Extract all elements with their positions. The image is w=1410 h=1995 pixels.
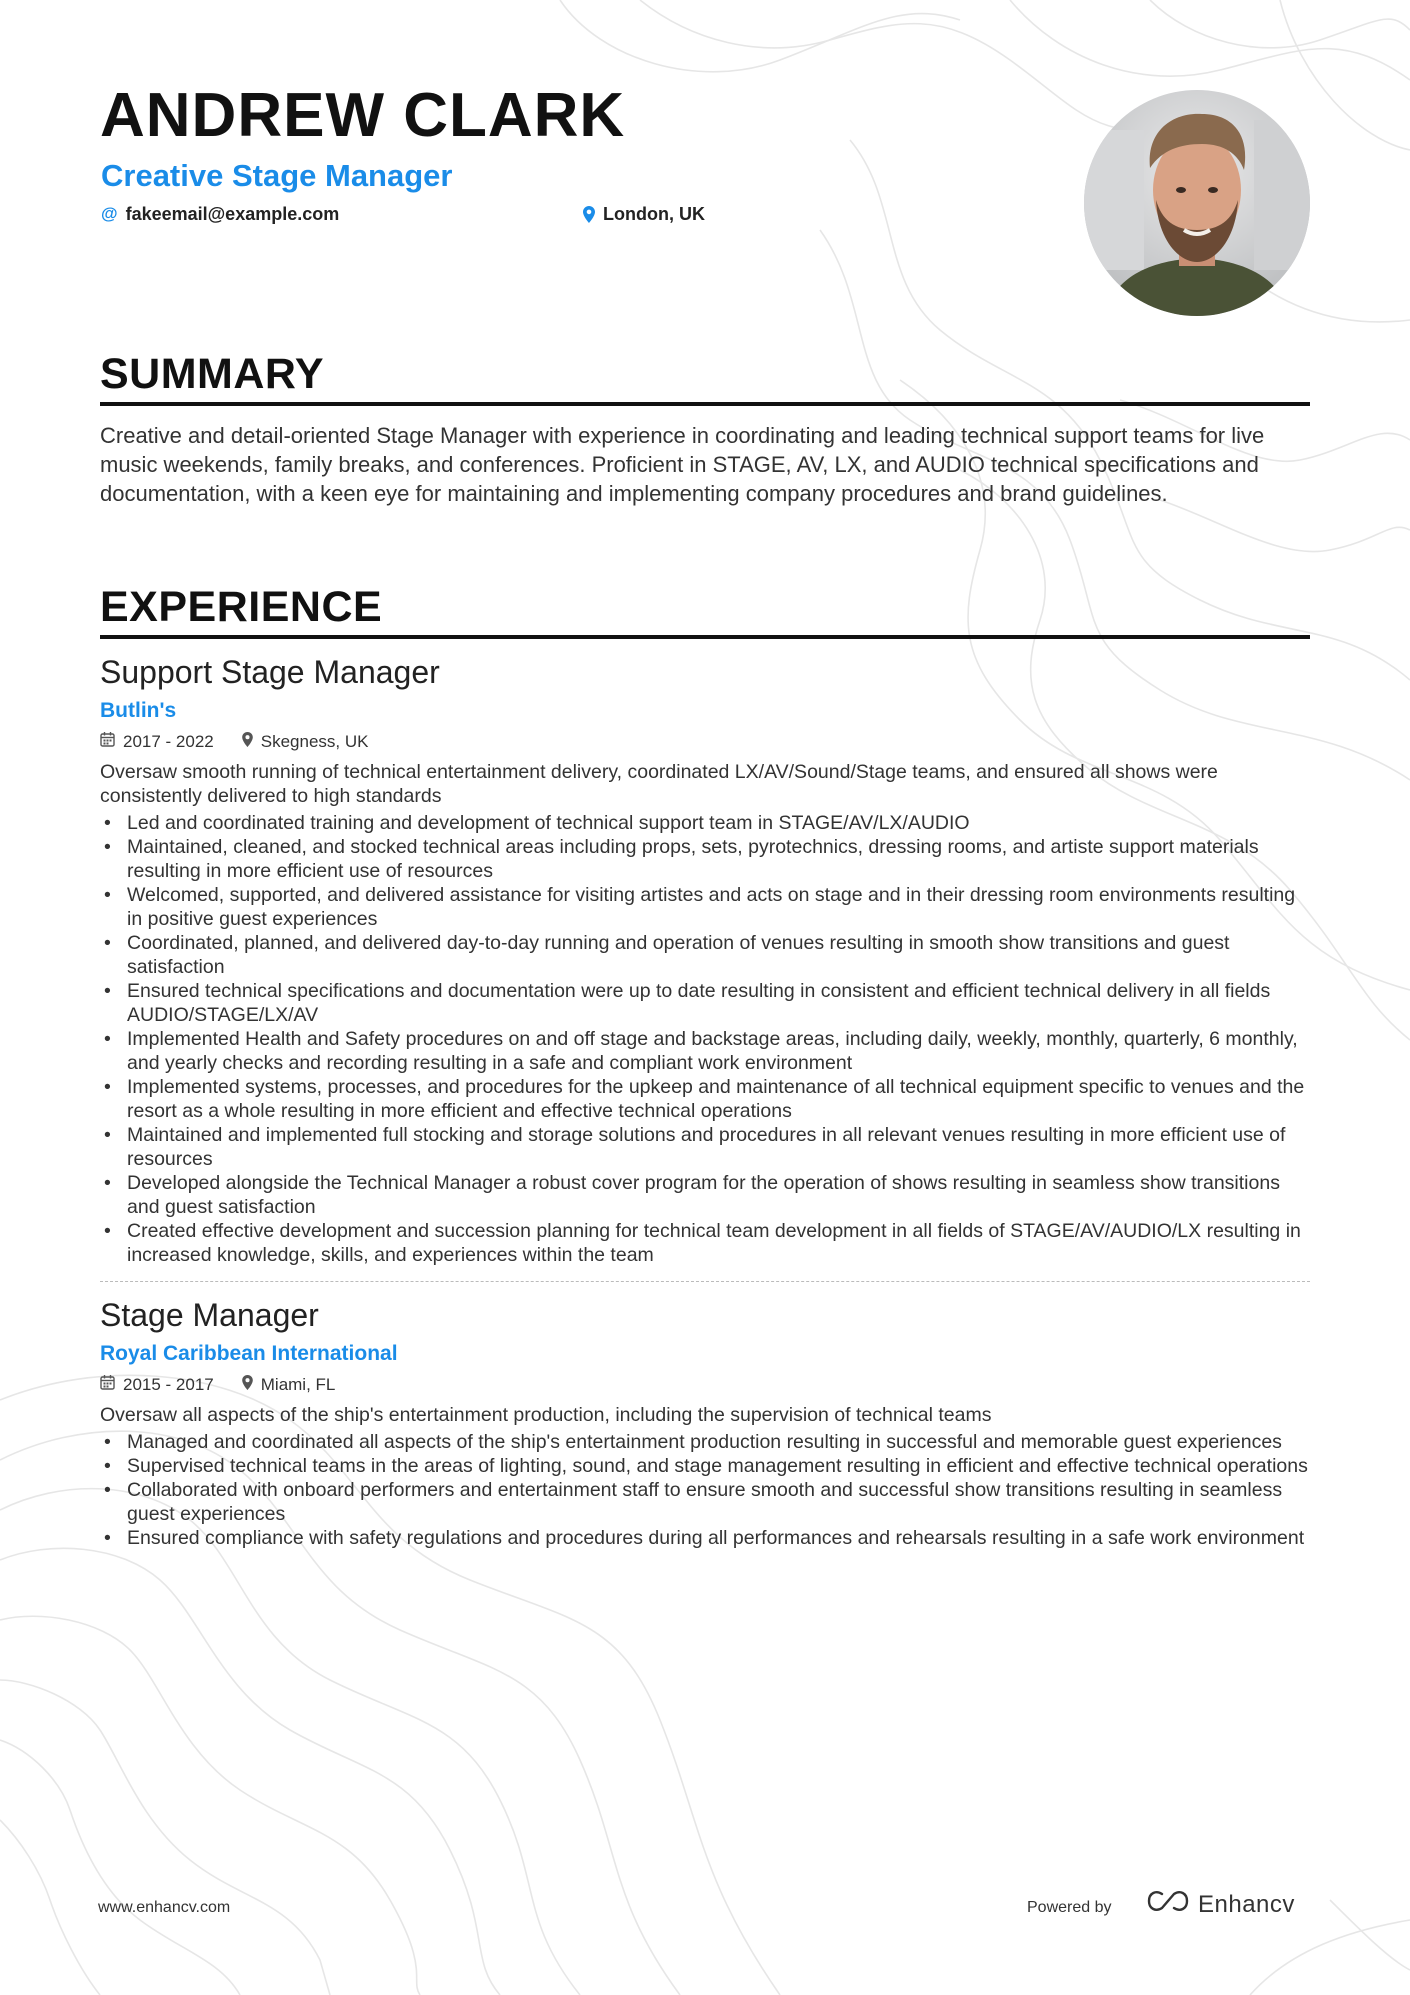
job-meta	[100, 1374, 1315, 1396]
map-pin-icon	[242, 1374, 253, 1396]
job-role: Stage Manager	[100, 1297, 319, 1333]
job-dates	[100, 731, 214, 753]
experience-entry	[100, 653, 1315, 1267]
summary-heading: SUMMARY	[100, 350, 325, 398]
calendar-icon	[100, 731, 115, 753]
job-location	[242, 731, 369, 753]
job-bullet: • Led and coordinated training and development of technical support team in STAGE/AV/LX/AUDIO	[100, 811, 1315, 835]
summary-text: Creative and detail-oriented Stage Manager with experience in coordinating and leading technical support teams for live music weekends, family breaks, and conferences. Proficient in STAGE, AV, LX, and AUDIO technical specifications and documentation, with a keen eye for maintaining and implementing company procedures and brand guidelines.	[100, 423, 1265, 506]
summary-divider	[100, 402, 1310, 406]
job-bullet: • Collaborated with onboard performers and entertainment staff to ensure smooth and successful show transitions resulting in seamless guest experiences	[100, 1478, 1315, 1526]
contact-location	[583, 203, 705, 225]
job-company[interactable]: Royal Caribbean International	[100, 1342, 398, 1365]
candidate-name: ANDREW CLARK	[100, 81, 626, 150]
job-bullet: • Welcomed, supported, and delivered assistance for visiting artistes and acts on stage and in their dressing room environments resulting in positive guest experiences	[100, 883, 1315, 931]
email-text: fakeemail@example.com	[125, 204, 340, 224]
candidate-title: Creative Stage Manager	[101, 158, 453, 193]
profile-photo	[1084, 90, 1310, 316]
job-bullet-list	[100, 1430, 1315, 1550]
location-text: Miami, FL	[260, 1375, 336, 1394]
job-bullet: • Maintained, cleaned, and stocked technical areas including props, sets, pyrotechnics, dressing rooms, and artiste support materials resulting in more efficient use of resources	[100, 835, 1315, 883]
enhancv-logo[interactable]	[1146, 1889, 1295, 1920]
job-bullet: • Supervised technical teams in the areas of lighting, sound, and stage management resulting in efficient and effective technical operations	[100, 1454, 1315, 1478]
job-company[interactable]: Butlin's	[100, 699, 177, 722]
entry-separator	[100, 1281, 1310, 1282]
location-text: Skegness, UK	[260, 732, 369, 751]
job-bullet: • Created effective development and succession planning for technical team development in all fields of STAGE/AV/AUDIO/LX resulting in increased knowledge, skills, and experiences within the team	[100, 1219, 1315, 1267]
job-description: Oversaw all aspects of the ship's entertainment production, including the supervision of technical teams	[100, 1404, 992, 1426]
dates-text: 2015 - 2017	[123, 1375, 214, 1394]
footer-powered-by: Powered by	[1027, 1899, 1112, 1916]
job-role: Support Stage Manager	[100, 654, 440, 690]
job-bullet: • Managed and coordinated all aspects of the ship's entertainment production resulting in successful and memorable guest experiences	[100, 1430, 1315, 1454]
job-location	[242, 1374, 336, 1396]
job-bullet: • Ensured compliance with safety regulations and procedures during all performances and rehearsals resulting in a safe work environment	[100, 1526, 1315, 1550]
job-bullet-list	[100, 811, 1315, 1267]
job-bullet: • Maintained and implemented full stocking and storage solutions and procedures in all relevant venues resulting in more efficient use of resources	[100, 1123, 1315, 1171]
enhancv-logo-icon	[1146, 1889, 1190, 1920]
experience-heading: EXPERIENCE	[100, 583, 383, 631]
experience-divider	[100, 635, 1310, 639]
job-bullet: • Implemented systems, processes, and procedures for the upkeep and maintenance of all technical equipment specific to venues and the resort as a whole resulting in more efficient and effective technical operations	[100, 1075, 1315, 1123]
job-dates	[100, 1374, 214, 1396]
job-bullet: • Implemented Health and Safety procedures on and off stage and backstage areas, including daily, weekly, monthly, quarterly, 6 monthly, and yearly checks and recording resulting in a safe and compliant work environment	[100, 1027, 1315, 1075]
footer-url[interactable]: www.enhancv.com	[98, 1899, 231, 1916]
dates-text: 2017 - 2022	[123, 732, 214, 751]
enhancv-logo-text: Enhancv	[1198, 1890, 1295, 1918]
location-text: London, UK	[603, 204, 705, 224]
map-pin-icon	[583, 206, 595, 223]
experience-entry	[100, 1296, 1315, 1550]
job-meta	[100, 731, 1315, 753]
job-bullet: • Ensured technical specifications and documentation were up to date resulting in consistent and efficient technical delivery in all fields AUDIO/STAGE/LX/AV	[100, 979, 1315, 1027]
calendar-icon	[100, 1374, 115, 1396]
at-icon: @	[101, 204, 118, 223]
job-bullet: • Coordinated, planned, and delivered day-to-day running and operation of venues resulting in smooth show transitions and guest satisfaction	[100, 931, 1315, 979]
map-pin-icon	[242, 731, 253, 753]
contact-email[interactable]	[101, 203, 339, 225]
job-description: Oversaw smooth running of technical entertainment delivery, coordinated LX/AV/Sound/Stage teams, and ensured all shows were consistently delivered to high standards	[100, 761, 1218, 807]
job-bullet: • Developed alongside the Technical Manager a robust cover program for the operation of shows resulting in seamless show transitions and guest satisfaction	[100, 1171, 1315, 1219]
